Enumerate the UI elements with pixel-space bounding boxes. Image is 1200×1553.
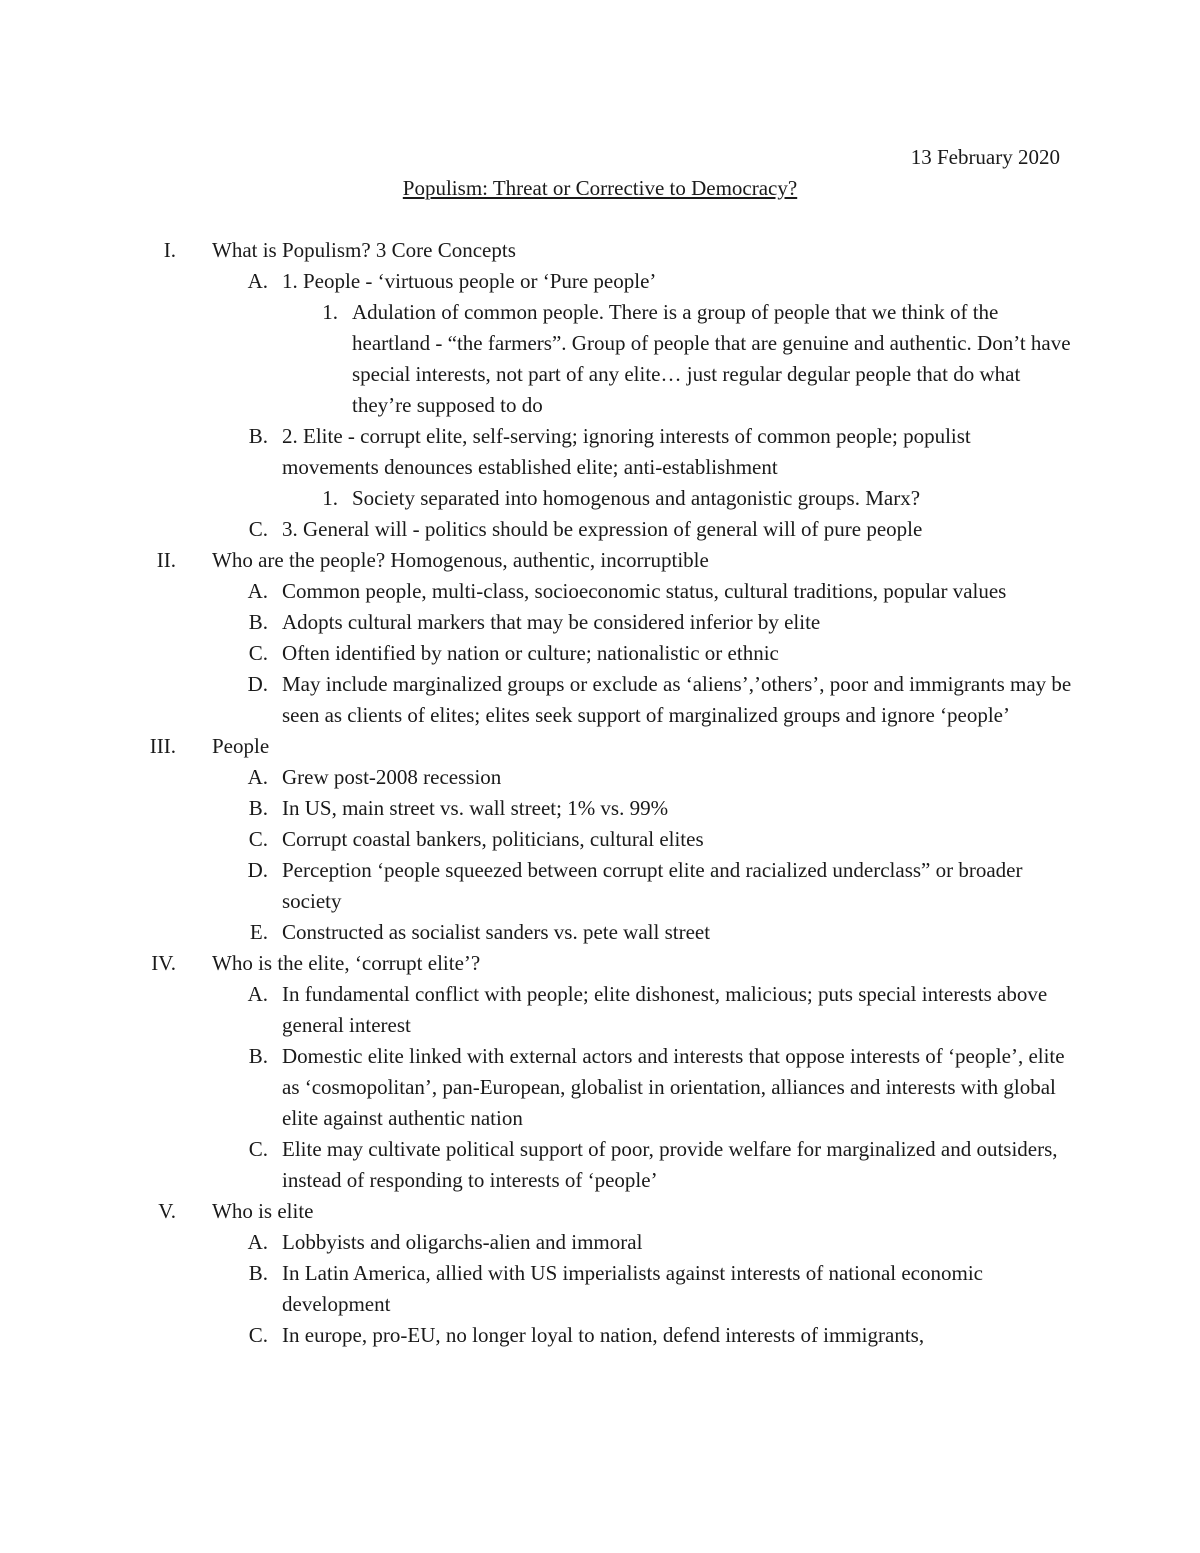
outline-marker: 1.: [322, 300, 338, 324]
outline-marker: C.: [248, 517, 268, 541]
outline-marker: A.: [247, 579, 268, 603]
outline-text: Lobbyists and oligarchs-alien and immoral: [282, 1230, 643, 1254]
outline-marker: C.: [248, 827, 268, 851]
outline-text: In fundamental conflict with people; elite dishonest, malicious; puts special interests above general interest: [282, 982, 1048, 1037]
outline-text: 2. Elite - corrupt elite, self-serving; ignoring interests of common people; populist movements denounces established elite; anti-establishment: [282, 424, 971, 479]
outline-marker: E.: [249, 920, 268, 944]
outline-marker: B.: [248, 1261, 268, 1285]
outline-text: Common people, multi-class, socioeconomic status, cultural traditions, popular values: [282, 579, 1007, 603]
outline-text: Perception ‘people squeezed between corrupt elite and racialized underclass” or broader society: [282, 858, 1023, 913]
outline-item-v: [0, 1196, 1200, 1227]
outline-text: Who is the elite, ‘corrupt elite’?: [212, 951, 481, 975]
outline-text: May include marginalized groups or exclude as ‘aliens’,’others’, poor and immigrants may be seen as clients of elites; elites seek support of marginalized groups and ignore ‘people’: [282, 672, 1072, 727]
outline-marker: C.: [248, 1323, 268, 1347]
outline-item-i-a-1: [0, 297, 1200, 421]
outline-item-iii-a: [0, 762, 1200, 793]
outline-item-iii: [0, 731, 1200, 762]
outline-text: Who is elite: [212, 1199, 314, 1223]
outline-text: Who are the people? Homogenous, authentic, incorruptible: [212, 548, 709, 572]
outline-marker: C.: [248, 641, 268, 665]
outline-item-iv-c: [0, 1134, 1200, 1196]
outline-marker: A.: [247, 982, 268, 1006]
outline-text: What is Populism? 3 Core Concepts: [212, 238, 516, 262]
outline-marker: IV.: [151, 951, 176, 975]
outline-marker: B.: [248, 424, 268, 448]
document-title: Populism: Threat or Corrective to Democracy?: [402, 176, 798, 200]
outline-text: Adulation of common people. There is a group of people that we think of the heartland - “the farmers”. Group of people that are genuine and authentic. Don’t have special interests, not part of any elite… just regular degular people that do what they’re supposed to do: [352, 300, 1071, 417]
outline-item-iv-b: [0, 1041, 1200, 1134]
outline-item-i-c: [0, 514, 1200, 545]
outline-marker: A.: [247, 1230, 268, 1254]
outline-item-ii-d: [0, 669, 1200, 731]
outline-text: Often identified by nation or culture; nationalistic or ethnic: [282, 641, 779, 665]
outline-text: Constructed as socialist sanders vs. pete wall street: [282, 920, 711, 944]
outline-text: Domestic elite linked with external actors and interests that oppose interests of ‘people’, elite as ‘cosmopolitan’, pan-European, globalist in orientation, alliances and interests with global elite against authentic nation: [282, 1044, 1065, 1130]
outline-item-i: [0, 235, 1200, 266]
outline-marker: D.: [247, 672, 268, 696]
outline-item-ii-b: [0, 607, 1200, 638]
outline-item-ii-c: [0, 638, 1200, 669]
outline-item-v-c: [0, 1320, 1200, 1351]
document-date: 13 February 2020: [910, 145, 1060, 169]
outline-item-i-b-1: [0, 483, 1200, 514]
outline-text: Adopts cultural markers that may be considered inferior by elite: [282, 610, 821, 634]
outline-item-ii: [0, 545, 1200, 576]
outline-text: 3. General will - politics should be expression of general will of pure people: [282, 517, 923, 541]
outline-text: Society separated into homogenous and antagonistic groups. Marx?: [352, 486, 921, 510]
outline-item-iii-b: [0, 793, 1200, 824]
outline-item-iv-a: [0, 979, 1200, 1041]
outline-text: Grew post-2008 recession: [282, 765, 502, 789]
outline-item-v-b: [0, 1258, 1200, 1320]
outline-item-v-a: [0, 1227, 1200, 1258]
outline-item-iii-c: [0, 824, 1200, 855]
outline-marker: I.: [163, 238, 176, 262]
outline-item-iv: [0, 948, 1200, 979]
outline-marker: 1.: [322, 486, 338, 510]
outline-text: 1. People - ‘virtuous people or ‘Pure people’: [282, 269, 657, 293]
outline-marker: A.: [247, 269, 268, 293]
outline-item-ii-a: [0, 576, 1200, 607]
outline-marker: B.: [248, 1044, 268, 1068]
outline-text: In US, main street vs. wall street; 1% vs. 99%: [282, 796, 669, 820]
outline-text: In europe, pro-EU, no longer loyal to nation, defend interests of immigrants,: [282, 1323, 925, 1347]
outline-marker: III.: [149, 734, 176, 758]
outline-text: People: [212, 734, 270, 758]
outline-item-iii-d: [0, 855, 1200, 917]
outline-marker: V.: [158, 1199, 176, 1223]
outline-item-iii-e: [0, 917, 1200, 948]
outline-text: Corrupt coastal bankers, politicians, cultural elites: [282, 827, 704, 851]
outline-marker: D.: [247, 858, 268, 882]
outline-marker: B.: [248, 610, 268, 634]
outline-marker: B.: [248, 796, 268, 820]
outline-marker: II.: [156, 548, 176, 572]
outline-item-i-a: [0, 266, 1200, 297]
outline-text: Elite may cultivate political support of poor, provide welfare for marginalized and outsiders, instead of responding to interests of ‘people’: [282, 1137, 1058, 1192]
outline-text: In Latin America, allied with US imperialists against interests of national economic development: [282, 1261, 983, 1316]
outline-marker: C.: [248, 1137, 268, 1161]
notes-outline: [0, 235, 1200, 1351]
outline-item-i-b: [0, 421, 1200, 483]
outline-marker: A.: [247, 765, 268, 789]
